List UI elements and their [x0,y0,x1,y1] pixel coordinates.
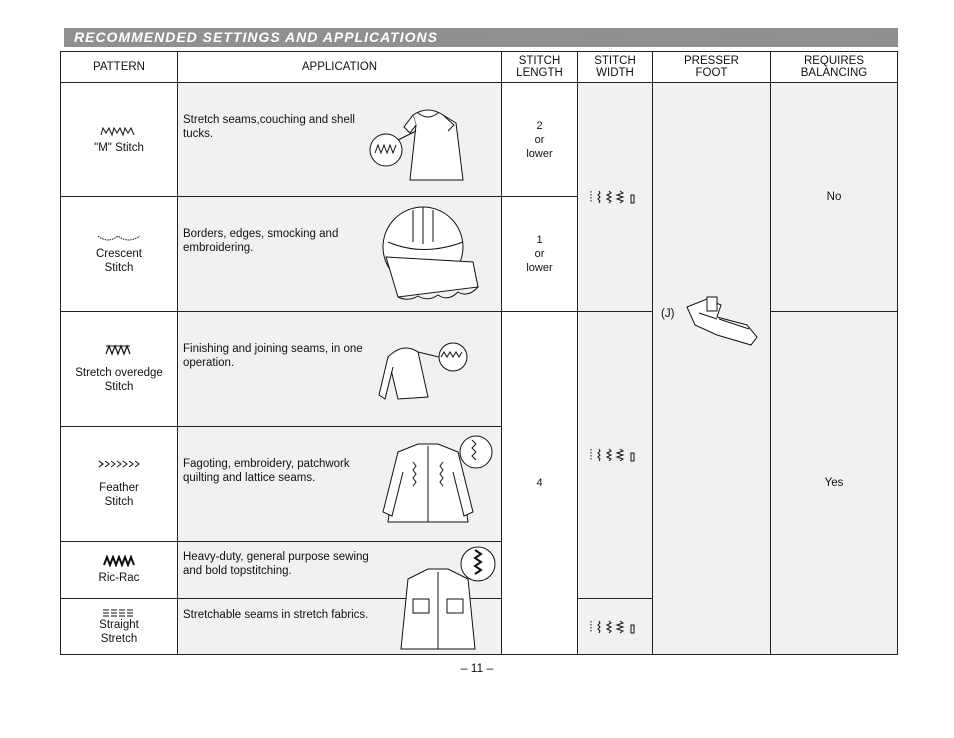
pattern-cell-m-stitch: "M" Stitch [61,83,178,197]
smocked-cushion-illustration-icon [378,202,488,307]
page-number: – 11 – [460,661,494,675]
balancing-no: No [771,83,897,312]
stitch-width-middle [578,312,653,599]
header-application: APPLICATION [178,52,502,83]
application-text: Finishing and joining seams, in one operation. [183,343,363,369]
section-title: RECOMMENDED SETTINGS AND APPLICATIONS [74,29,438,45]
stitch-width-graphic-icon [587,619,643,635]
presser-foot-cell [653,83,771,654]
header-presser-foot: PRESSER FOOT [653,52,771,83]
pattern-cell-crescent: Crescent Stitch [61,197,178,312]
application-text: Fagoting, embroidery, patchwork quilting and lattice seams. [183,458,350,484]
application-text: Stretchable seams in stretch fabrics. [183,609,369,621]
header-pattern: PATTERN [61,52,178,83]
application-text: Borders, edges, smocking and embroidering. [183,228,339,254]
stitch-length-crescent: 1 or lower [502,197,578,312]
pattern-cell-ric-rac: Ric-Rac [61,542,178,599]
section-banner [64,28,898,47]
straight-stretch-icon [101,608,137,618]
stitch-width-graphic-icon [587,189,643,205]
dress-illustration-icon [368,95,488,190]
header-stitch-length: STITCH LENGTH [502,52,578,83]
overedge-stitch-icon [104,344,134,356]
settings-table [60,51,898,655]
pattern-cell-feather: Feather Stitch [61,427,178,542]
blouse-illustration-icon [368,432,498,537]
application-cell-crescent [178,197,502,312]
application-cell-feather [178,427,502,542]
stitch-width-graphic-icon [587,447,643,463]
presser-foot-j-icon [677,295,761,353]
crescent-stitch-icon [96,234,142,244]
m-stitch-icon [99,125,139,137]
stitch-length-group: 4 [502,312,578,654]
stitch-length-m-stitch: 2 or lower [502,83,578,197]
application-cell-overedge [178,312,502,427]
presser-foot-label: (J) [661,308,675,320]
application-cell-m-stitch [178,83,502,197]
ric-rac-icon [102,555,136,567]
stitch-width-bottom [578,599,653,654]
header-requires-balancing: REQUIRES BALANCING [771,52,897,83]
shirt-illustration-icon [373,337,483,417]
jacket-illustration-icon [383,544,498,652]
pattern-cell-straight-stretch: Straight Stretch [61,599,178,654]
feather-stitch-icon [97,459,141,469]
application-cell-ric-rac-and-straight [178,542,502,654]
application-text: Heavy-duty, general purpose sewing and bold topstitching. [183,551,369,577]
pattern-cell-overedge: Stretch overedge Stitch [61,312,178,427]
stitch-width-top [578,83,653,312]
header-stitch-width: STITCH WIDTH [578,52,653,83]
application-text: Stretch seams,couching and shell tucks. [183,114,355,140]
balancing-yes: Yes [771,312,897,654]
